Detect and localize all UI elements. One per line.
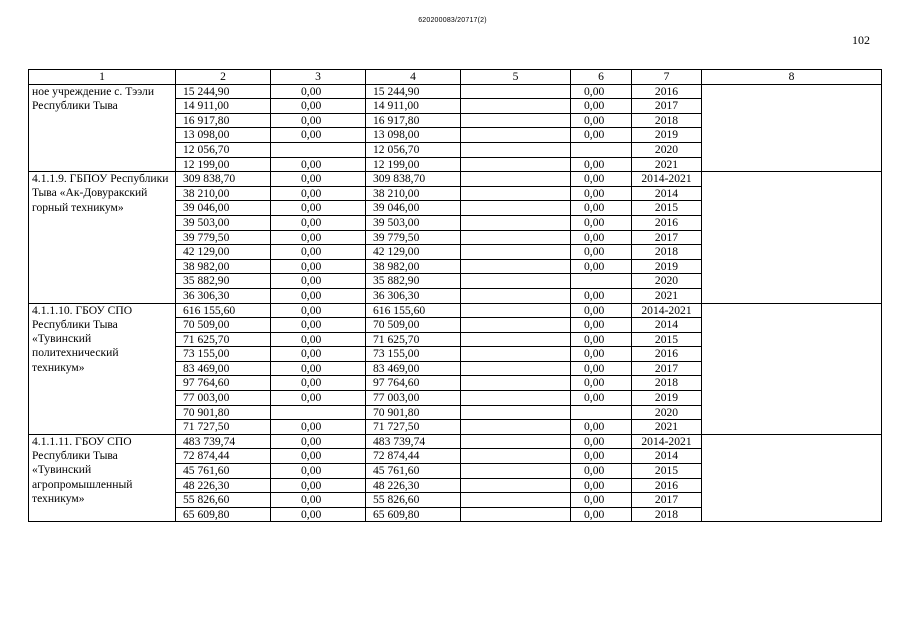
year-cell: 2016 <box>632 215 702 230</box>
total-amount-cell: 38 982,00 <box>176 259 271 274</box>
year-cell: 2017 <box>632 99 702 114</box>
other-source-cell <box>461 464 571 479</box>
notes-cell <box>702 303 882 434</box>
extra-amount-cell: 0,00 <box>571 347 632 362</box>
total-amount-cell: 73 155,00 <box>176 347 271 362</box>
year-cell: 2014 <box>632 318 702 333</box>
year-cell: 2021 <box>632 157 702 172</box>
federal-amount-cell: 0,00 <box>271 376 366 391</box>
column-header: 8 <box>702 70 882 85</box>
extra-amount-cell: 0,00 <box>571 449 632 464</box>
federal-amount-cell: 0,00 <box>271 230 366 245</box>
table-row <box>29 84 882 99</box>
year-cell: 2014 <box>632 186 702 201</box>
other-source-cell <box>461 303 571 318</box>
federal-amount-cell: 0,00 <box>271 113 366 128</box>
total-amount-cell: 48 226,30 <box>176 478 271 493</box>
total-amount-cell: 35 882,90 <box>176 274 271 289</box>
extra-amount-cell: 0,00 <box>571 288 632 303</box>
other-source-cell <box>461 507 571 522</box>
year-cell: 2018 <box>632 113 702 128</box>
year-cell: 2016 <box>632 84 702 99</box>
column-header: 3 <box>271 70 366 85</box>
federal-amount-cell: 0,00 <box>271 303 366 318</box>
total-amount-cell: 16 917,80 <box>176 113 271 128</box>
extra-amount-cell: 0,00 <box>571 507 632 522</box>
extra-amount-cell: 0,00 <box>571 172 632 187</box>
extra-amount-cell: 0,00 <box>571 391 632 406</box>
total-amount-cell: 616 155,60 <box>176 303 271 318</box>
regional-amount-cell: 71 727,50 <box>366 420 461 435</box>
other-source-cell <box>461 361 571 376</box>
year-cell: 2020 <box>632 142 702 157</box>
other-source-cell <box>461 391 571 406</box>
year-cell: 2017 <box>632 493 702 508</box>
column-header: 6 <box>571 70 632 85</box>
extra-amount-cell: 0,00 <box>571 245 632 260</box>
regional-amount-cell: 83 469,00 <box>366 361 461 376</box>
regional-amount-cell: 72 874,44 <box>366 449 461 464</box>
total-amount-cell: 39 503,00 <box>176 215 271 230</box>
regional-amount-cell: 15 244,90 <box>366 84 461 99</box>
other-source-cell <box>461 113 571 128</box>
other-source-cell <box>461 84 571 99</box>
regional-amount-cell: 14 911,00 <box>366 99 461 114</box>
regional-amount-cell: 616 155,60 <box>366 303 461 318</box>
regional-amount-cell: 12 056,70 <box>366 142 461 157</box>
federal-amount-cell: 0,00 <box>271 84 366 99</box>
regional-amount-cell: 70 901,80 <box>366 405 461 420</box>
federal-amount-cell: 0,00 <box>271 332 366 347</box>
other-source-cell <box>461 201 571 216</box>
total-amount-cell: 483 739,74 <box>176 434 271 449</box>
year-cell: 2020 <box>632 405 702 420</box>
federal-amount-cell: 0,00 <box>271 478 366 493</box>
total-amount-cell: 36 306,30 <box>176 288 271 303</box>
total-amount-cell: 97 764,60 <box>176 376 271 391</box>
year-cell: 2019 <box>632 391 702 406</box>
other-source-cell <box>461 157 571 172</box>
extra-amount-cell: 0,00 <box>571 361 632 376</box>
federal-amount-cell: 0,00 <box>271 493 366 508</box>
column-header: 5 <box>461 70 571 85</box>
year-cell: 2015 <box>632 201 702 216</box>
extra-amount-cell: 0,00 <box>571 230 632 245</box>
other-source-cell <box>461 434 571 449</box>
regional-amount-cell: 16 917,80 <box>366 113 461 128</box>
year-cell: 2015 <box>632 464 702 479</box>
year-cell: 2016 <box>632 347 702 362</box>
extra-amount-cell: 0,00 <box>571 318 632 333</box>
total-amount-cell: 71 625,70 <box>176 332 271 347</box>
year-cell: 2017 <box>632 230 702 245</box>
extra-amount-cell: 0,00 <box>571 99 632 114</box>
total-amount-cell: 309 838,70 <box>176 172 271 187</box>
regional-amount-cell: 97 764,60 <box>366 376 461 391</box>
other-source-cell <box>461 332 571 347</box>
federal-amount-cell: 0,00 <box>271 99 366 114</box>
total-amount-cell: 38 210,00 <box>176 186 271 201</box>
other-source-cell <box>461 142 571 157</box>
federal-amount-cell: 0,00 <box>271 157 366 172</box>
total-amount-cell: 39 779,50 <box>176 230 271 245</box>
total-amount-cell: 12 056,70 <box>176 142 271 157</box>
year-cell: 2016 <box>632 478 702 493</box>
federal-amount-cell: 0,00 <box>271 259 366 274</box>
extra-amount-cell: 0,00 <box>571 303 632 318</box>
extra-amount-cell <box>571 405 632 420</box>
notes-cell <box>702 434 882 522</box>
regional-amount-cell: 39 046,00 <box>366 201 461 216</box>
regional-amount-cell: 42 129,00 <box>366 245 461 260</box>
other-source-cell <box>461 99 571 114</box>
year-cell: 2014-2021 <box>632 434 702 449</box>
other-source-cell <box>461 274 571 289</box>
extra-amount-cell: 0,00 <box>571 128 632 143</box>
total-amount-cell: 65 609,80 <box>176 507 271 522</box>
federal-amount-cell: 0,00 <box>271 347 366 362</box>
section-label: ное учреждение с. Тээли Республики Тыва <box>29 84 176 172</box>
column-header: 7 <box>632 70 702 85</box>
other-source-cell <box>461 186 571 201</box>
total-amount-cell: 55 826,60 <box>176 493 271 508</box>
federal-amount-cell: 0,00 <box>271 464 366 479</box>
total-amount-cell: 71 727,50 <box>176 420 271 435</box>
extra-amount-cell: 0,00 <box>571 201 632 216</box>
total-amount-cell: 13 098,00 <box>176 128 271 143</box>
federal-amount-cell: 0,00 <box>271 201 366 216</box>
federal-amount-cell: 0,00 <box>271 449 366 464</box>
total-amount-cell: 12 199,00 <box>176 157 271 172</box>
year-cell: 2014-2021 <box>632 172 702 187</box>
total-amount-cell: 39 046,00 <box>176 201 271 216</box>
federal-amount-cell: 0,00 <box>271 420 366 435</box>
column-header: 4 <box>366 70 461 85</box>
federal-amount-cell: 0,00 <box>271 172 366 187</box>
regional-amount-cell: 38 210,00 <box>366 186 461 201</box>
regional-amount-cell: 73 155,00 <box>366 347 461 362</box>
extra-amount-cell: 0,00 <box>571 186 632 201</box>
year-cell: 2021 <box>632 288 702 303</box>
federal-amount-cell: 0,00 <box>271 434 366 449</box>
year-cell: 2014-2021 <box>632 303 702 318</box>
regional-amount-cell: 36 306,30 <box>366 288 461 303</box>
notes-cell <box>702 172 882 303</box>
page-number: 102 <box>852 33 870 47</box>
other-source-cell <box>461 449 571 464</box>
extra-amount-cell: 0,00 <box>571 259 632 274</box>
total-amount-cell: 15 244,90 <box>176 84 271 99</box>
other-source-cell <box>461 420 571 435</box>
regional-amount-cell: 309 838,70 <box>366 172 461 187</box>
other-source-cell <box>461 230 571 245</box>
federal-amount-cell: 0,00 <box>271 391 366 406</box>
regional-amount-cell: 13 098,00 <box>366 128 461 143</box>
total-amount-cell: 77 003,00 <box>176 391 271 406</box>
year-cell: 2020 <box>632 274 702 289</box>
extra-amount-cell: 0,00 <box>571 157 632 172</box>
regional-amount-cell: 77 003,00 <box>366 391 461 406</box>
other-source-cell <box>461 493 571 508</box>
federal-amount-cell: 0,00 <box>271 288 366 303</box>
extra-amount-cell: 0,00 <box>571 376 632 391</box>
total-amount-cell: 70 901,80 <box>176 405 271 420</box>
total-amount-cell: 72 874,44 <box>176 449 271 464</box>
total-amount-cell: 70 509,00 <box>176 318 271 333</box>
table-row <box>29 172 882 187</box>
federal-amount-cell <box>271 142 366 157</box>
year-cell: 2019 <box>632 259 702 274</box>
regional-amount-cell: 39 503,00 <box>366 215 461 230</box>
other-source-cell <box>461 215 571 230</box>
extra-amount-cell: 0,00 <box>571 215 632 230</box>
other-source-cell <box>461 318 571 333</box>
regional-amount-cell: 45 761,60 <box>366 464 461 479</box>
total-amount-cell: 42 129,00 <box>176 245 271 260</box>
budget-table <box>28 69 882 522</box>
regional-amount-cell: 483 739,74 <box>366 434 461 449</box>
table-row <box>29 303 882 318</box>
regional-amount-cell: 39 779,50 <box>366 230 461 245</box>
regional-amount-cell: 71 625,70 <box>366 332 461 347</box>
column-header: 2 <box>176 70 271 85</box>
regional-amount-cell: 65 609,80 <box>366 507 461 522</box>
federal-amount-cell: 0,00 <box>271 245 366 260</box>
total-amount-cell: 83 469,00 <box>176 361 271 376</box>
column-header: 1 <box>29 70 176 85</box>
year-cell: 2015 <box>632 332 702 347</box>
federal-amount-cell: 0,00 <box>271 318 366 333</box>
section-label: 4.1.1.11. ГБОУ СПО Республики Тыва «Тувинский агропромышленный техникум» <box>29 434 176 522</box>
federal-amount-cell: 0,00 <box>271 361 366 376</box>
extra-amount-cell: 0,00 <box>571 478 632 493</box>
regional-amount-cell: 12 199,00 <box>366 157 461 172</box>
other-source-cell <box>461 478 571 493</box>
extra-amount-cell: 0,00 <box>571 113 632 128</box>
other-source-cell <box>461 405 571 420</box>
year-cell: 2018 <box>632 245 702 260</box>
notes-cell <box>702 84 882 172</box>
other-source-cell <box>461 376 571 391</box>
extra-amount-cell: 0,00 <box>571 332 632 347</box>
year-cell: 2018 <box>632 507 702 522</box>
header-row <box>29 70 882 85</box>
year-cell: 2019 <box>632 128 702 143</box>
extra-amount-cell <box>571 274 632 289</box>
federal-amount-cell: 0,00 <box>271 215 366 230</box>
year-cell: 2014 <box>632 449 702 464</box>
federal-amount-cell: 0,00 <box>271 128 366 143</box>
total-amount-cell: 45 761,60 <box>176 464 271 479</box>
total-amount-cell: 14 911,00 <box>176 99 271 114</box>
extra-amount-cell: 0,00 <box>571 434 632 449</box>
federal-amount-cell: 0,00 <box>271 274 366 289</box>
year-cell: 2018 <box>632 376 702 391</box>
regional-amount-cell: 70 509,00 <box>366 318 461 333</box>
other-source-cell <box>461 172 571 187</box>
year-cell: 2021 <box>632 420 702 435</box>
extra-amount-cell: 0,00 <box>571 464 632 479</box>
federal-amount-cell: 0,00 <box>271 186 366 201</box>
federal-amount-cell <box>271 405 366 420</box>
other-source-cell <box>461 347 571 362</box>
section-label: 4.1.1.9. ГБПОУ Республики Тыва «Ак-Довуракский горный техникум» <box>29 172 176 303</box>
year-cell: 2017 <box>632 361 702 376</box>
other-source-cell <box>461 128 571 143</box>
regional-amount-cell: 55 826,60 <box>366 493 461 508</box>
section-label: 4.1.1.10. ГБОУ СПО Республики Тыва «Тувинский политехнический техникум» <box>29 303 176 434</box>
regional-amount-cell: 48 226,30 <box>366 478 461 493</box>
other-source-cell <box>461 259 571 274</box>
extra-amount-cell <box>571 142 632 157</box>
regional-amount-cell: 38 982,00 <box>366 259 461 274</box>
table-row <box>29 434 882 449</box>
regional-amount-cell: 35 882,90 <box>366 274 461 289</box>
extra-amount-cell: 0,00 <box>571 420 632 435</box>
extra-amount-cell: 0,00 <box>571 493 632 508</box>
federal-amount-cell: 0,00 <box>271 507 366 522</box>
other-source-cell <box>461 245 571 260</box>
other-source-cell <box>461 288 571 303</box>
extra-amount-cell: 0,00 <box>571 84 632 99</box>
document-id: 620200083/20717(2) <box>418 17 487 24</box>
